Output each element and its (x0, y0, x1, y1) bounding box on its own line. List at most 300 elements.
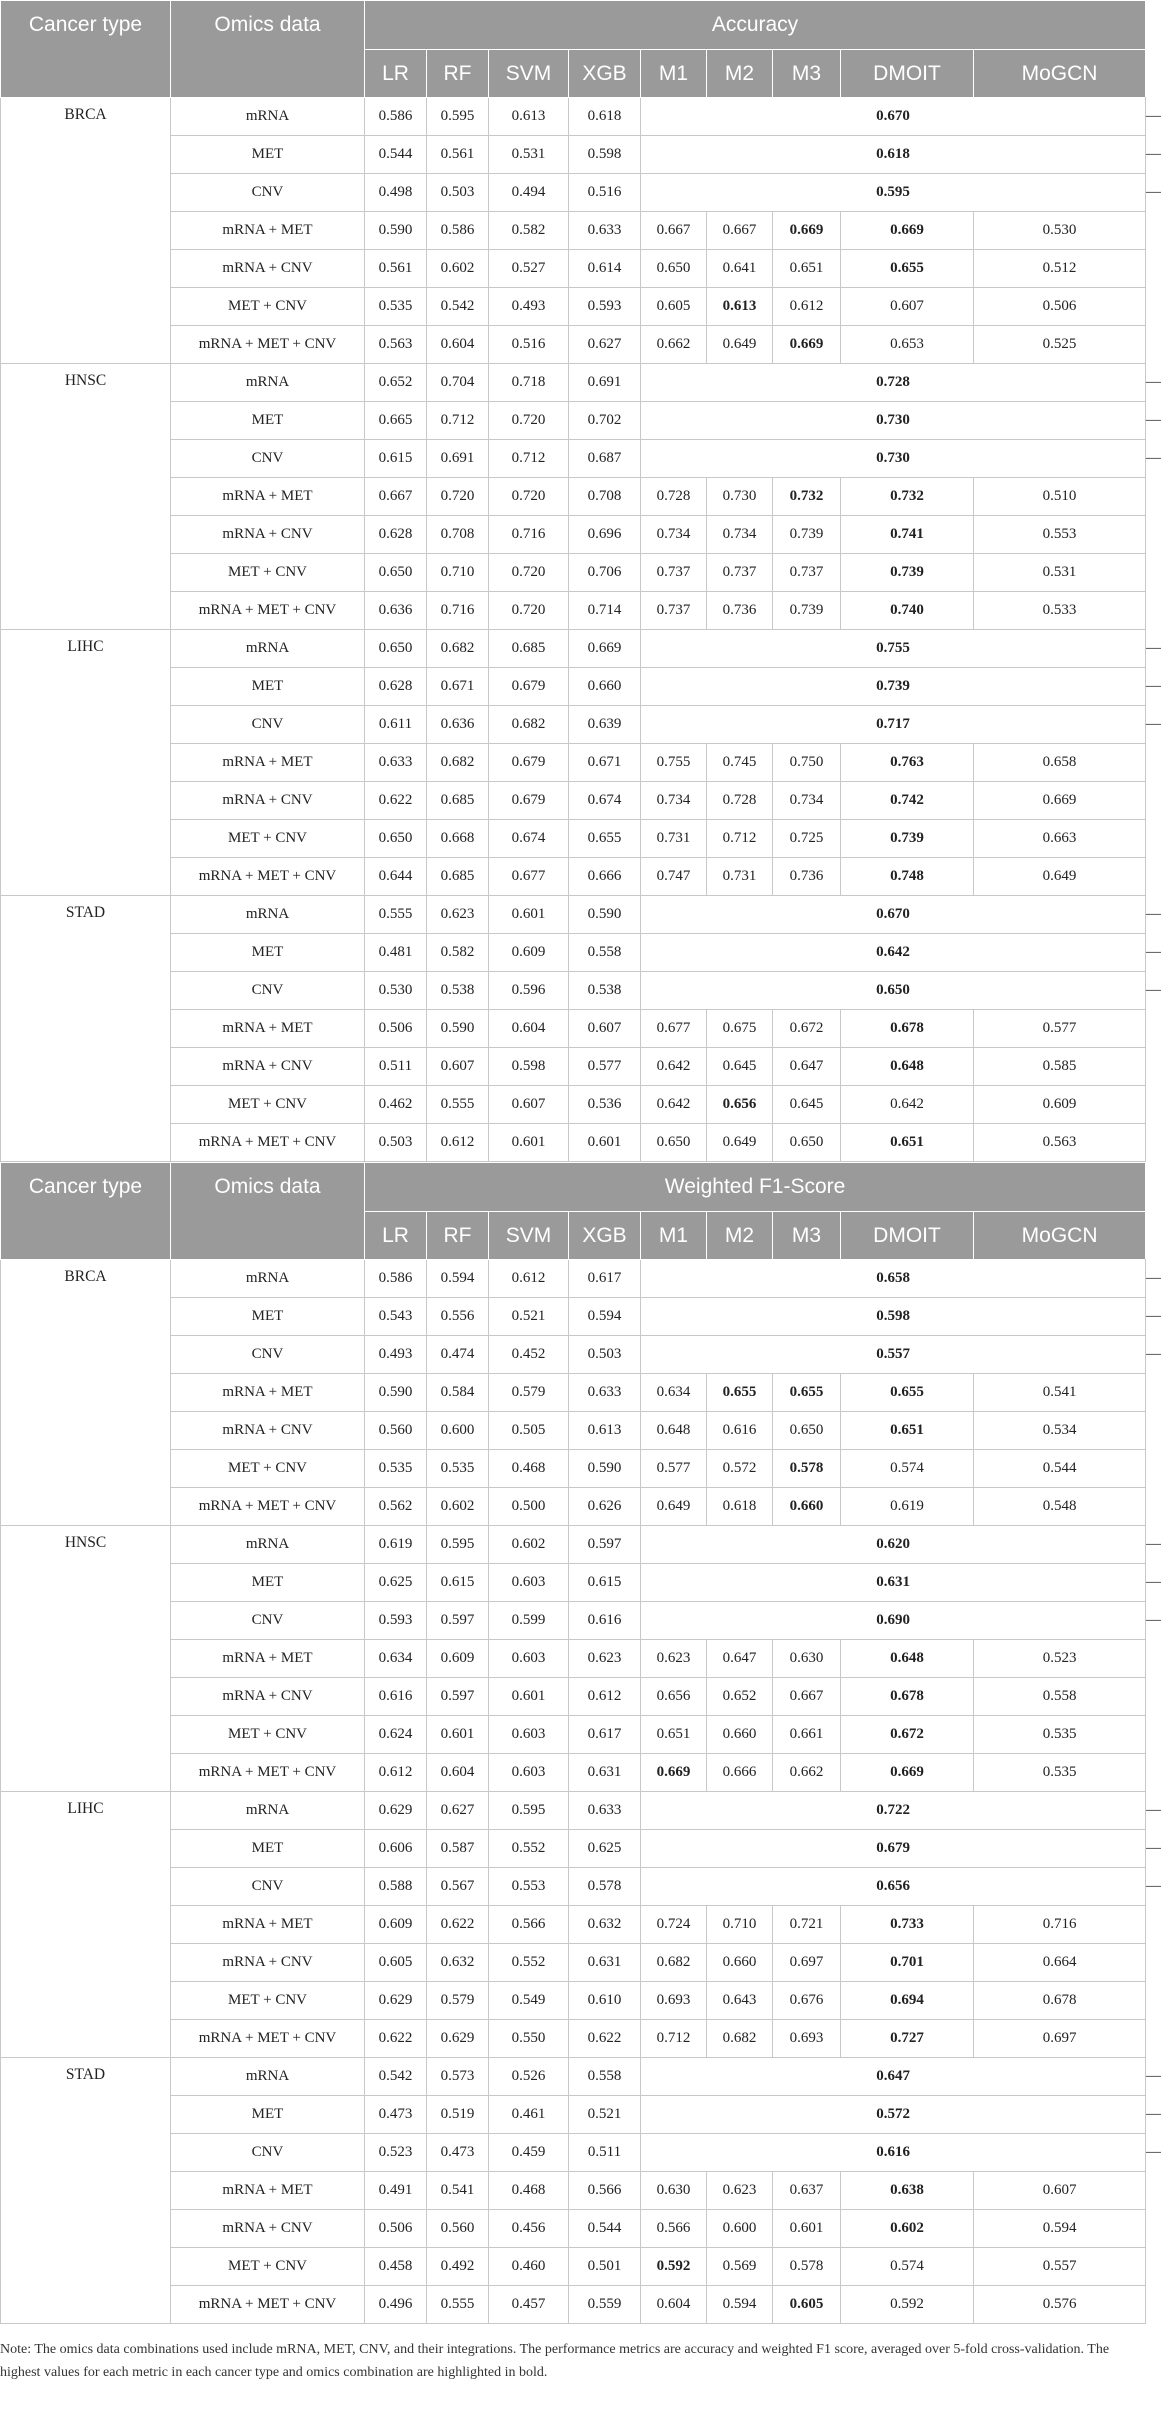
table-row (1, 326, 1146, 364)
svm-cell: 0.582 (489, 212, 569, 250)
xgb-cell: 0.538 (569, 972, 641, 1010)
mogcn-cell: 0.525 (974, 326, 1146, 364)
dmoit-cell: 0.763 (841, 744, 974, 782)
xgb-cell: 0.633 (569, 1792, 641, 1830)
xgb-cell: 0.590 (569, 896, 641, 934)
m3-cell: 0.693 (773, 2020, 841, 2058)
m3-cell: 0.750 (773, 744, 841, 782)
omics-cell: MET (171, 2096, 365, 2134)
method-header-lr: LR (365, 50, 427, 98)
lr-cell: 0.650 (365, 554, 427, 592)
xgb-cell: 0.593 (569, 288, 641, 326)
svm-cell: 0.603 (489, 1640, 569, 1678)
merged-m1-dmoit-cell: 0.658 (641, 1260, 1146, 1298)
mogcn-cell: 0.534 (974, 1412, 1146, 1450)
xgb-cell: 0.610 (569, 1982, 641, 2020)
table-row (1, 212, 1146, 250)
omics-cell: MET (171, 1298, 365, 1336)
cancer-type-cell: BRCA (1, 1260, 171, 1526)
lr-cell: 0.609 (365, 1906, 427, 1944)
omics-cell: mRNA + MET + CNV (171, 2020, 365, 2058)
rf-cell: 0.567 (427, 1868, 489, 1906)
lr-cell: 0.606 (365, 1830, 427, 1868)
omics-cell: mRNA + CNV (171, 1678, 365, 1716)
omics-cell: mRNA + MET + CNV (171, 326, 365, 364)
lr-cell: 0.506 (365, 1010, 427, 1048)
table-row (1, 554, 1146, 592)
rf-cell: 0.668 (427, 820, 489, 858)
table-row (1, 1086, 1146, 1124)
cancer-type-cell: BRCA (1, 98, 171, 364)
method-header-m2: M2 (707, 1212, 773, 1260)
xgb-cell: 0.633 (569, 1374, 641, 1412)
lr-cell: 0.563 (365, 326, 427, 364)
xgb-cell: 0.631 (569, 1944, 641, 1982)
lr-cell: 0.611 (365, 706, 427, 744)
rf-cell: 0.542 (427, 288, 489, 326)
lr-cell: 0.644 (365, 858, 427, 896)
dmoit-cell: 0.592 (841, 2286, 974, 2324)
dmoit-cell: 0.678 (841, 1010, 974, 1048)
rf-cell: 0.597 (427, 1678, 489, 1716)
svm-cell: 0.679 (489, 668, 569, 706)
mogcn-cell: 0.669 (974, 782, 1146, 820)
svm-cell: 0.550 (489, 2020, 569, 2058)
omics-cell: MET (171, 668, 365, 706)
m2-cell: 0.710 (707, 1906, 773, 1944)
rf-cell: 0.561 (427, 136, 489, 174)
method-header-lr: LR (365, 1212, 427, 1260)
m2-cell: 0.623 (707, 2172, 773, 2210)
table-row: LIHC mRNA 0.629 0.627 0.595 0.633 0.722 — (1, 1792, 1146, 1830)
table-row: CNV 0.588 0.567 0.553 0.578 0.656 — (1, 1868, 1146, 1906)
lr-cell: 0.586 (365, 1260, 427, 1298)
lr-cell: 0.665 (365, 402, 427, 440)
merged-m1-dmoit-cell: 0.717 (641, 706, 1146, 744)
rf-cell: 0.594 (427, 1260, 489, 1298)
table-row (1, 288, 1146, 326)
lr-cell: 0.481 (365, 934, 427, 972)
omics-cell: mRNA (171, 98, 365, 136)
rf-cell: 0.691 (427, 440, 489, 478)
table-row (1, 2248, 1146, 2286)
m2-cell: 0.745 (707, 744, 773, 782)
xgb-cell: 0.627 (569, 326, 641, 364)
m2-cell: 0.675 (707, 1010, 773, 1048)
m1-cell: 0.662 (641, 326, 707, 364)
table-row (1, 2210, 1146, 2248)
omics-cell: MET + CNV (171, 1450, 365, 1488)
omics-cell: mRNA + MET (171, 212, 365, 250)
omics-cell: mRNA + MET (171, 2172, 365, 2210)
m2-cell: 0.600 (707, 2210, 773, 2248)
svm-cell: 0.603 (489, 1716, 569, 1754)
m3-cell: 0.734 (773, 782, 841, 820)
dmoit-cell: 0.669 (841, 1754, 974, 1792)
xgb-cell: 0.617 (569, 1260, 641, 1298)
svm-cell: 0.457 (489, 2286, 569, 2324)
mogcn-cell: 0.533 (974, 592, 1146, 630)
m3-cell: 0.721 (773, 1906, 841, 1944)
m1-cell: 0.755 (641, 744, 707, 782)
mogcn-cell: 0.576 (974, 2286, 1146, 2324)
merged-m1-dmoit-cell: 0.730 (641, 402, 1146, 440)
rf-cell: 0.555 (427, 2286, 489, 2324)
omics-cell: MET (171, 136, 365, 174)
lr-cell: 0.523 (365, 2134, 427, 2172)
xgb-cell: 0.687 (569, 440, 641, 478)
svm-cell: 0.552 (489, 1830, 569, 1868)
omics-cell: mRNA (171, 630, 365, 668)
xgb-cell: 0.706 (569, 554, 641, 592)
table-row (1, 478, 1146, 516)
mogcn-cell: 0.541 (974, 1374, 1146, 1412)
mogcn-cell: 0.697 (974, 2020, 1146, 2058)
omics-cell: mRNA + MET + CNV (171, 592, 365, 630)
m3-cell: 0.737 (773, 554, 841, 592)
rf-cell: 0.685 (427, 858, 489, 896)
merged-m1-dmoit-cell: 0.739 (641, 668, 1146, 706)
rf-cell: 0.632 (427, 1944, 489, 1982)
m1-cell: 0.724 (641, 1906, 707, 1944)
rf-cell: 0.474 (427, 1336, 489, 1374)
method-header-m1: M1 (641, 1212, 707, 1260)
m3-cell: 0.725 (773, 820, 841, 858)
merged-m1-dmoit-cell: 0.679 (641, 1830, 1146, 1868)
m3-cell: 0.651 (773, 250, 841, 288)
rf-cell: 0.602 (427, 250, 489, 288)
lr-cell: 0.629 (365, 1982, 427, 2020)
svm-cell: 0.596 (489, 972, 569, 1010)
lr-cell: 0.560 (365, 1412, 427, 1450)
xgb-cell: 0.536 (569, 1086, 641, 1124)
m2-cell: 0.643 (707, 1982, 773, 2020)
rf-cell: 0.579 (427, 1982, 489, 2020)
rf-cell: 0.712 (427, 402, 489, 440)
mogcn-cell: 0.548 (974, 1488, 1146, 1526)
svm-cell: 0.599 (489, 1602, 569, 1640)
m1-cell: 0.648 (641, 1412, 707, 1450)
omics-cell: mRNA (171, 1792, 365, 1830)
rf-cell: 0.607 (427, 1048, 489, 1086)
omics-cell: MET + CNV (171, 288, 365, 326)
xgb-cell: 0.655 (569, 820, 641, 858)
rf-cell: 0.720 (427, 478, 489, 516)
m1-cell: 0.747 (641, 858, 707, 896)
svm-cell: 0.505 (489, 1412, 569, 1450)
m1-cell: 0.677 (641, 1010, 707, 1048)
lr-cell: 0.503 (365, 1124, 427, 1162)
mogcn-cell: 0.594 (974, 2210, 1146, 2248)
mogcn-cell: 0.506 (974, 288, 1146, 326)
table-row: MET 0.473 0.519 0.461 0.521 0.572 — (1, 2096, 1146, 2134)
svm-cell: 0.612 (489, 1260, 569, 1298)
xgb-cell: 0.597 (569, 1526, 641, 1564)
omics-cell: MET (171, 402, 365, 440)
dmoit-cell: 0.672 (841, 1716, 974, 1754)
m3-cell: 0.667 (773, 1678, 841, 1716)
m3-cell: 0.697 (773, 1944, 841, 1982)
lr-cell: 0.650 (365, 820, 427, 858)
table-row: CNV 0.498 0.503 0.494 0.516 0.595 — (1, 174, 1146, 212)
xgb-cell: 0.618 (569, 98, 641, 136)
table-row: CNV 0.530 0.538 0.596 0.538 0.650 — (1, 972, 1146, 1010)
m3-cell: 0.601 (773, 2210, 841, 2248)
svm-cell: 0.579 (489, 1374, 569, 1412)
xgb-cell: 0.708 (569, 478, 641, 516)
lr-cell: 0.633 (365, 744, 427, 782)
m3-cell: 0.736 (773, 858, 841, 896)
omics-cell: mRNA + MET (171, 1906, 365, 1944)
rf-cell: 0.604 (427, 1754, 489, 1792)
rf-cell: 0.556 (427, 1298, 489, 1336)
xgb-cell: 0.594 (569, 1298, 641, 1336)
svm-cell: 0.461 (489, 2096, 569, 2134)
rf-cell: 0.609 (427, 1640, 489, 1678)
omics-cell: mRNA + CNV (171, 1412, 365, 1450)
table-row (1, 250, 1146, 288)
rf-cell: 0.704 (427, 364, 489, 402)
merged-m1-dmoit-cell: 0.755 (641, 630, 1146, 668)
svm-cell: 0.456 (489, 2210, 569, 2248)
lr-cell: 0.511 (365, 1048, 427, 1086)
table-row (1, 1048, 1146, 1086)
rf-cell: 0.492 (427, 2248, 489, 2286)
table-row: LIHC mRNA 0.650 0.682 0.685 0.669 0.755 — (1, 630, 1146, 668)
xgb-cell: 0.598 (569, 136, 641, 174)
table-row: CNV 0.593 0.597 0.599 0.616 0.690 — (1, 1602, 1146, 1640)
merged-m1-dmoit-cell: 0.728 (641, 364, 1146, 402)
merged-m1-dmoit-cell: 0.650 (641, 972, 1146, 1010)
merged-m1-dmoit-cell: 0.642 (641, 934, 1146, 972)
xgb-cell: 0.625 (569, 1830, 641, 1868)
svm-cell: 0.609 (489, 934, 569, 972)
lr-cell: 0.590 (365, 1374, 427, 1412)
svm-cell: 0.526 (489, 2058, 569, 2096)
dmoit-cell: 0.655 (841, 1374, 974, 1412)
svm-cell: 0.460 (489, 2248, 569, 2286)
m3-cell: 0.647 (773, 1048, 841, 1086)
omics-cell: MET + CNV (171, 2248, 365, 2286)
lr-cell: 0.625 (365, 1564, 427, 1602)
omics-cell: mRNA + MET (171, 1374, 365, 1412)
cancer-type-header: Cancer type (1, 1, 171, 98)
rf-cell: 0.708 (427, 516, 489, 554)
m2-cell: 0.730 (707, 478, 773, 516)
m2-cell: 0.647 (707, 1640, 773, 1678)
lr-cell: 0.458 (365, 2248, 427, 2286)
dmoit-cell: 0.733 (841, 1906, 974, 1944)
m2-cell: 0.618 (707, 1488, 773, 1526)
cancer-type-cell: HNSC (1, 364, 171, 630)
m3-cell: 0.739 (773, 516, 841, 554)
method-header-rf: RF (427, 50, 489, 98)
svm-cell: 0.521 (489, 1298, 569, 1336)
table-row: MET 0.628 0.671 0.679 0.660 0.739 — (1, 668, 1146, 706)
rf-cell: 0.573 (427, 2058, 489, 2096)
lr-cell: 0.462 (365, 1086, 427, 1124)
table-row (1, 744, 1146, 782)
mogcn-cell: 0.531 (974, 554, 1146, 592)
svm-cell: 0.598 (489, 1048, 569, 1086)
lr-cell: 0.588 (365, 1868, 427, 1906)
lr-cell: 0.619 (365, 1526, 427, 1564)
m3-cell: 0.605 (773, 2286, 841, 2324)
m1-cell: 0.649 (641, 1488, 707, 1526)
lr-cell: 0.544 (365, 136, 427, 174)
rf-cell: 0.685 (427, 782, 489, 820)
dmoit-cell: 0.742 (841, 782, 974, 820)
dmoit-cell: 0.619 (841, 1488, 974, 1526)
omics-cell: mRNA + MET (171, 1640, 365, 1678)
mogcn-cell: 0.678 (974, 1982, 1146, 2020)
lr-cell: 0.650 (365, 630, 427, 668)
rf-cell: 0.584 (427, 1374, 489, 1412)
cancer-type-cell: LIHC (1, 1792, 171, 2058)
mogcn-cell: 0.716 (974, 1906, 1146, 1944)
omics-cell: MET + CNV (171, 820, 365, 858)
mogcn-cell: 0.664 (974, 1944, 1146, 1982)
svm-cell: 0.452 (489, 1336, 569, 1374)
lr-cell: 0.542 (365, 2058, 427, 2096)
mogcn-cell: 0.535 (974, 1754, 1146, 1792)
mogcn-cell: 0.649 (974, 858, 1146, 896)
mogcn-cell: 0.563 (974, 1124, 1146, 1162)
xgb-cell: 0.601 (569, 1124, 641, 1162)
xgb-cell: 0.607 (569, 1010, 641, 1048)
dmoit-cell: 0.602 (841, 2210, 974, 2248)
m2-cell: 0.660 (707, 1944, 773, 1982)
m2-cell: 0.569 (707, 2248, 773, 2286)
results-table-weighted-f1 (0, 1162, 1161, 2324)
table-row (1, 1982, 1146, 2020)
mogcn-cell: 0.663 (974, 820, 1146, 858)
rf-cell: 0.597 (427, 1602, 489, 1640)
omics-cell: MET (171, 934, 365, 972)
svm-cell: 0.607 (489, 1086, 569, 1124)
svm-cell: 0.677 (489, 858, 569, 896)
lr-cell: 0.473 (365, 2096, 427, 2134)
cancer-type-cell: STAD (1, 2058, 171, 2324)
rf-cell: 0.623 (427, 896, 489, 934)
omics-cell: MET + CNV (171, 554, 365, 592)
svm-cell: 0.682 (489, 706, 569, 744)
rf-cell: 0.601 (427, 1716, 489, 1754)
svm-cell: 0.527 (489, 250, 569, 288)
omics-cell: CNV (171, 1336, 365, 1374)
dmoit-cell: 0.678 (841, 1678, 974, 1716)
omics-cell: CNV (171, 1602, 365, 1640)
svm-cell: 0.679 (489, 744, 569, 782)
m1-cell: 0.604 (641, 2286, 707, 2324)
table-row: BRCA mRNA 0.586 0.594 0.612 0.617 0.658 — (1, 1260, 1146, 1298)
m1-cell: 0.667 (641, 212, 707, 250)
xgb-cell: 0.674 (569, 782, 641, 820)
lr-cell: 0.667 (365, 478, 427, 516)
mogcn-cell: 0.558 (974, 1678, 1146, 1716)
m2-cell: 0.655 (707, 1374, 773, 1412)
omics-cell: CNV (171, 706, 365, 744)
m2-cell: 0.736 (707, 592, 773, 630)
svm-cell: 0.468 (489, 1450, 569, 1488)
m3-cell: 0.739 (773, 592, 841, 630)
table-row: CNV 0.611 0.636 0.682 0.639 0.717 — (1, 706, 1146, 744)
method-header-svm: SVM (489, 1212, 569, 1260)
method-header-m1: M1 (641, 50, 707, 98)
rf-cell: 0.555 (427, 1086, 489, 1124)
cancer-type-cell: HNSC (1, 1526, 171, 1792)
lr-cell: 0.535 (365, 288, 427, 326)
mogcn-cell: 0.510 (974, 478, 1146, 516)
m2-cell: 0.572 (707, 1450, 773, 1488)
omics-cell: CNV (171, 972, 365, 1010)
xgb-cell: 0.633 (569, 212, 641, 250)
rf-cell: 0.600 (427, 1412, 489, 1450)
lr-cell: 0.561 (365, 250, 427, 288)
metric-header: Accuracy (365, 1, 1146, 50)
m3-cell: 0.612 (773, 288, 841, 326)
header-row-top (1, 1163, 1146, 1212)
method-header-mogcn: MoGCN (974, 50, 1146, 98)
xgb-cell: 0.617 (569, 1716, 641, 1754)
m2-cell: 0.645 (707, 1048, 773, 1086)
rf-cell: 0.582 (427, 934, 489, 972)
merged-m1-dmoit-cell: 0.722 (641, 1792, 1146, 1830)
xgb-cell: 0.503 (569, 1336, 641, 1374)
rf-cell: 0.710 (427, 554, 489, 592)
lr-cell: 0.622 (365, 2020, 427, 2058)
svm-cell: 0.712 (489, 440, 569, 478)
xgb-cell: 0.566 (569, 2172, 641, 2210)
omics-cell: mRNA (171, 1526, 365, 1564)
svm-cell: 0.716 (489, 516, 569, 554)
m2-cell: 0.656 (707, 1086, 773, 1124)
omics-cell: mRNA + CNV (171, 1048, 365, 1086)
lr-cell: 0.624 (365, 1716, 427, 1754)
m1-cell: 0.566 (641, 2210, 707, 2248)
m1-cell: 0.577 (641, 1450, 707, 1488)
rf-cell: 0.615 (427, 1564, 489, 1602)
lr-cell: 0.496 (365, 2286, 427, 2324)
m3-cell: 0.578 (773, 1450, 841, 1488)
lr-cell: 0.629 (365, 1792, 427, 1830)
table-row (1, 1754, 1146, 1792)
m1-cell: 0.650 (641, 250, 707, 288)
table-row: CNV 0.615 0.691 0.712 0.687 0.730 — (1, 440, 1146, 478)
rf-cell: 0.473 (427, 2134, 489, 2172)
xgb-cell: 0.714 (569, 592, 641, 630)
metric-header: Weighted F1-Score (365, 1163, 1146, 1212)
svm-cell: 0.553 (489, 1868, 569, 1906)
table-row (1, 1678, 1146, 1716)
table-row: BRCA mRNA 0.586 0.595 0.613 0.618 0.670 — (1, 98, 1146, 136)
xgb-cell: 0.521 (569, 2096, 641, 2134)
svm-cell: 0.720 (489, 554, 569, 592)
table-row: MET 0.625 0.615 0.603 0.615 0.631 — (1, 1564, 1146, 1602)
lr-cell: 0.652 (365, 364, 427, 402)
xgb-cell: 0.577 (569, 1048, 641, 1086)
mogcn-cell: 0.557 (974, 2248, 1146, 2286)
rf-cell: 0.612 (427, 1124, 489, 1162)
omics-cell: mRNA + CNV (171, 2210, 365, 2248)
svm-cell: 0.459 (489, 2134, 569, 2172)
m3-cell: 0.645 (773, 1086, 841, 1124)
m1-cell: 0.605 (641, 288, 707, 326)
m1-cell: 0.734 (641, 782, 707, 820)
merged-m1-dmoit-cell: 0.690 (641, 1602, 1146, 1640)
table-row: CNV 0.523 0.473 0.459 0.511 0.616 — (1, 2134, 1146, 2172)
svm-cell: 0.604 (489, 1010, 569, 1048)
